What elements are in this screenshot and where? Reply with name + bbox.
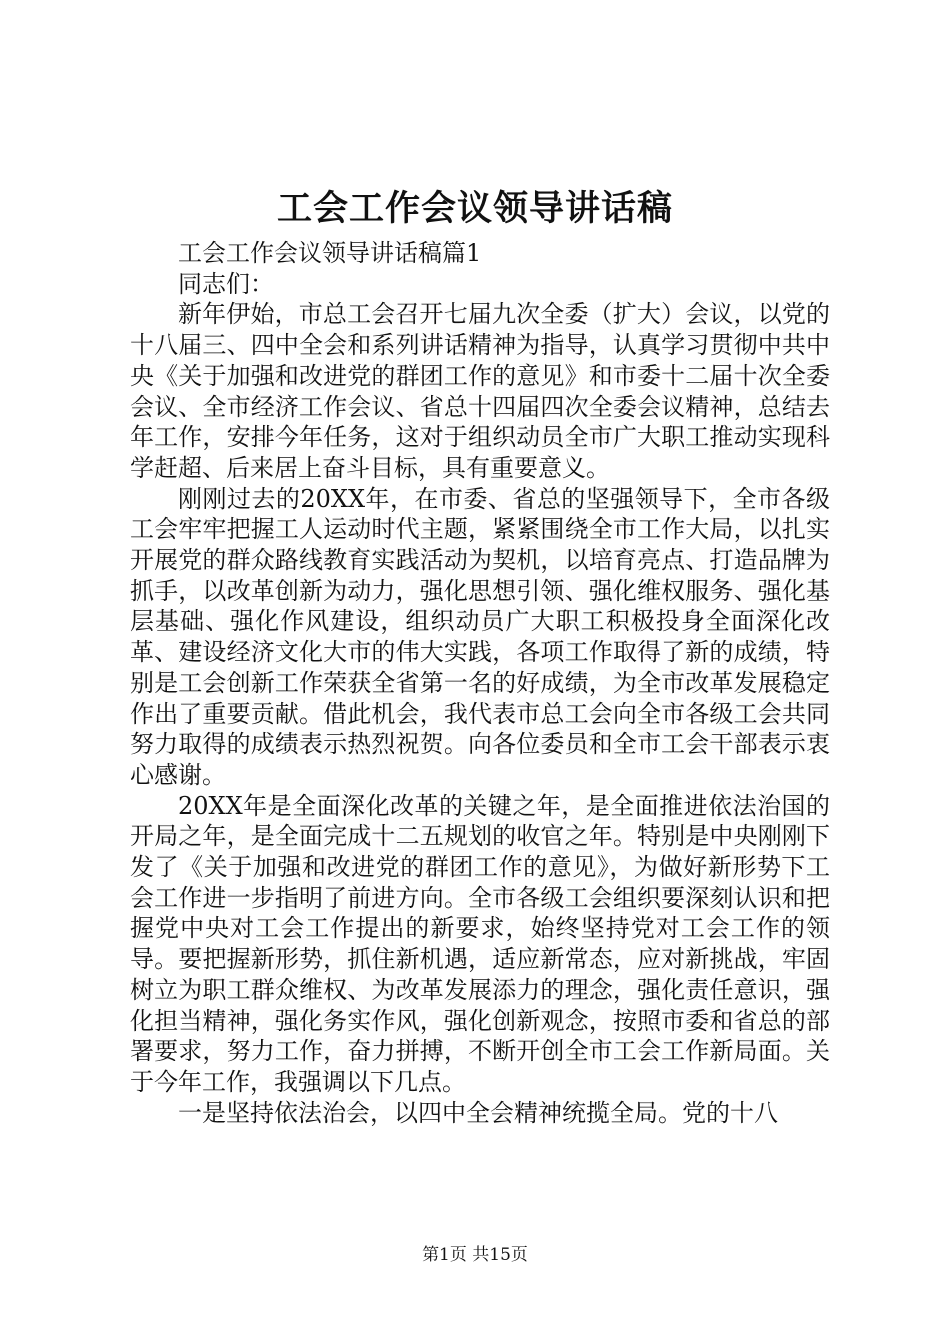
paragraph: 新年伊始，市总工会召开七届九次全委（扩大）会议，以党的十八届三、四中全会和系列讲话精神为指导，认真学习贯彻中共中央《关于加强和改进党的群团工作的意见》和市委十二届十次全委会议、全市经济工作会议、省总十四届四次全委会议精神，总结去年工作，安排今年任务，这对于组织动员全市广大职工推动实现科学赶超、后来居上奋斗目标，具有重要意义。 — [130, 300, 830, 482]
paragraph: 刚刚过去的20XX年，在市委、省总的坚强领导下，全市各级工会牢牢把握工人运动时代主题，紧紧围绕全市工作大局，以扎实开展党的群众路线教育实践活动为契机，以培育亮点、打造品牌为抓手，以改革创新为动力，强化思想引领、强化维权服务、强化基层基础、强化作风建设，组织动员广大职工积极投身全面深化改革、建设经济文化大市的伟大实践，各项工作取得了新的成绩，特别是工会创新工作荣获全省第一名的好成绩，为全市改革发展稳定作出了重要贡献。借此机会，我代表市总工会向全市各级工会共同努力取得的成绩表示热烈祝贺。向各位委员和全市工会干部表示衷心感谢。 — [130, 484, 830, 789]
paragraph: 20XX年是全面深化改革的关键之年，是全面推进依法治国的开局之年，是全面完成十二五规划的收官之年。特别是中央刚刚下发了《关于加强和改进党的群团工作的意见》，为做好新形势下工会工作进一步指明了前进方向。全市各级工会组织要深刻认识和把握党中央对工会工作提出的新要求，始终坚持党对工会工作的领导。要把握新形势，抓住新机遇，适应新常态，应对新挑战，牢固树立为职工群众维权、为改革发展添力的理念，强化责任意识，强化担当精神，强化务实作风，强化创新观念，按照市委和省总的部署要求，努力工作，奋力拼搏，不断开创全市工会工作新局面。关于今年工作，我强调以下几点。 — [130, 791, 830, 1096]
page-footer: 第1页 共15页 — [422, 1245, 528, 1265]
salutation: 同志们： — [178, 269, 274, 298]
paragraph: 一是坚持依法治会，以四中全会精神统揽全局。党的十八 — [178, 1098, 778, 1127]
document-body — [130, 238, 830, 1128]
page-title: 工会工作会议领导讲话稿 — [276, 188, 673, 229]
section-heading: 工会工作会议领导讲话稿篇1 — [178, 239, 482, 267]
